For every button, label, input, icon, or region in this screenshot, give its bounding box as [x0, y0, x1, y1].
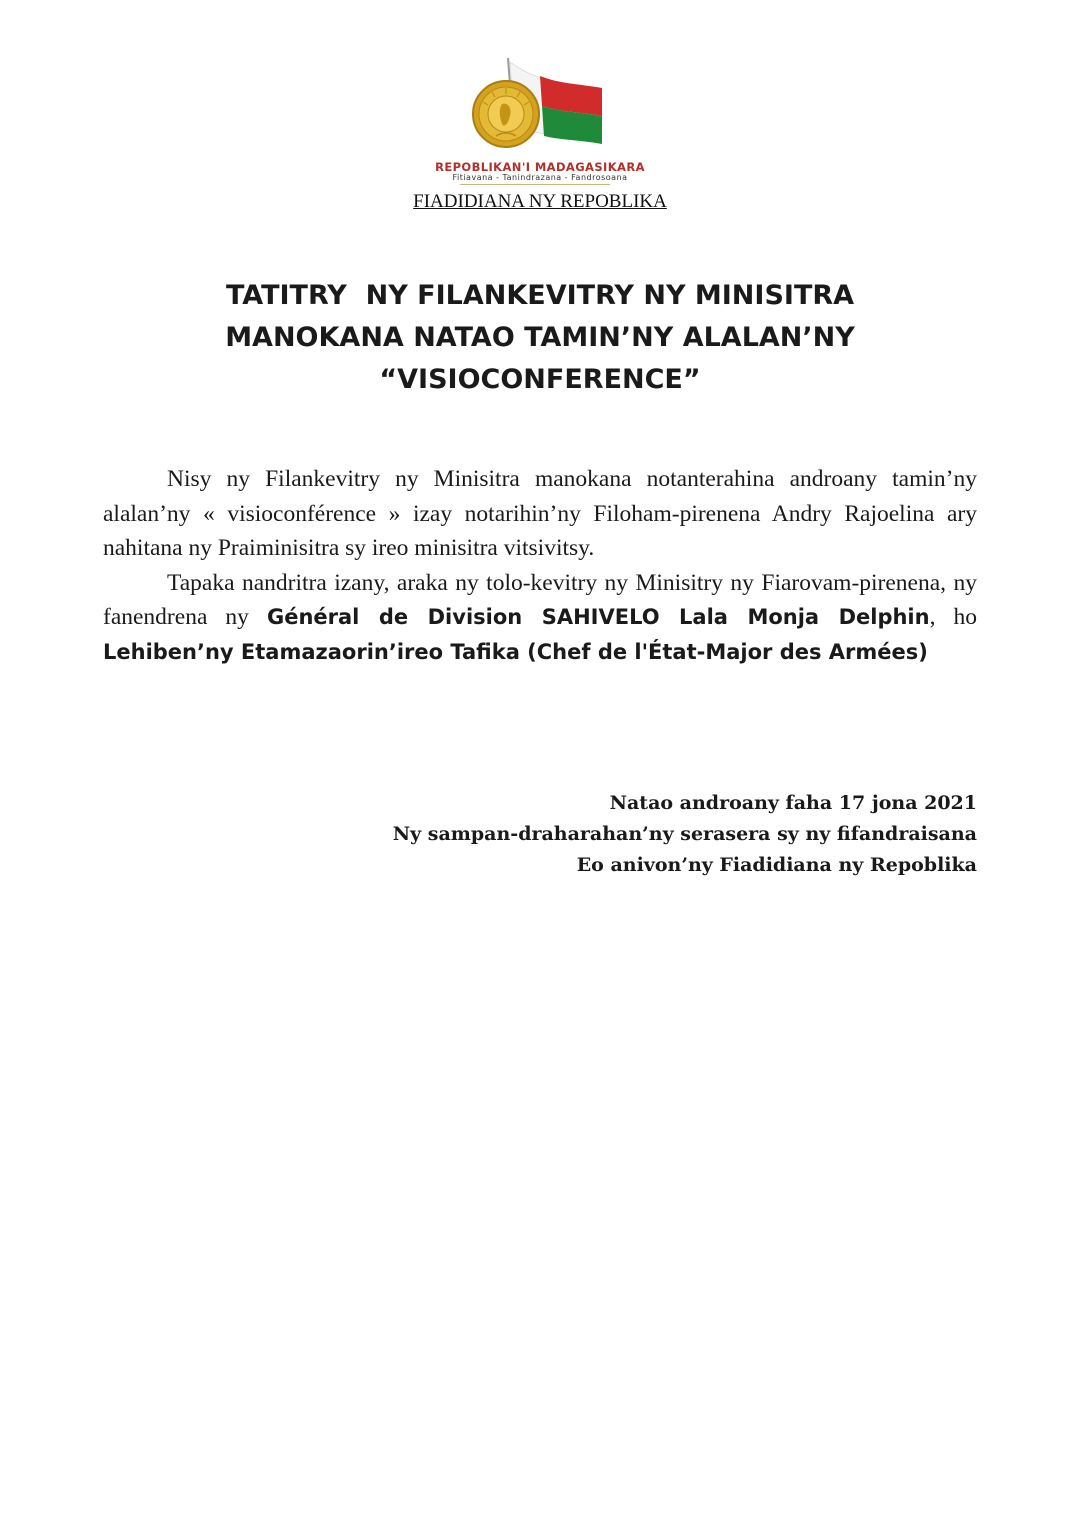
republic-motto: Fitiavana - Tanindrazana - Fandrosoana	[452, 173, 628, 182]
paragraph-1: Nisy ny Filankevitry ny Minisitra manokana notanterahina androany tamin’ny alalan’ny « visioconférence » izay notarihin’ny Filoham-pirenena Andry Rajoelina ary nahitana ny Praiminisitra sy ireo minisitra vitsivitsy.	[103, 466, 977, 561]
header-divider	[460, 184, 610, 185]
document-body	[103, 462, 977, 669]
appointee-name: Général de Division SAHIVELO Lala Monja Delphin	[266, 605, 930, 629]
title-line-1: TATITRY NY FILANKEVITRY NY MINISITRA	[225, 280, 855, 311]
republic-name: REPOBLIKAN'I MADAGASIKARA	[435, 160, 645, 174]
title-line-3: “VISIOCONFERENCE”	[379, 364, 701, 395]
paragraph-2-text-a: Tapaka nandritra izany, araka ny tolo-kevitry ny Minisitry ny Fiarovam-pirenena, ny fanendrena ny	[103, 569, 977, 630]
title-line-2: MANOKANA NATAO TAMIN’NY ALALAN’NY	[225, 322, 855, 353]
signature-block	[277, 788, 977, 881]
document-title	[90, 275, 990, 401]
signature-department: Ny sampan-draharahan’ny serasera sy ny fifandraisana	[392, 823, 977, 845]
signature-office: Eo anivon’ny Fiadidiana ny Repoblika	[576, 854, 977, 876]
appointed-position: Lehiben’ny Etamazaorin’ireo Tafika (Chef de l'État-Major des Armées)	[103, 639, 928, 664]
madagascar-emblem-icon	[462, 52, 622, 162]
signature-date: Natao androany faha 17 jona 2021	[609, 792, 977, 814]
presidency-label: FIADIDIANA NY REPOBLIKA	[413, 191, 667, 212]
paragraph-2-text-b: , ho	[929, 604, 978, 630]
paragraph-2	[103, 566, 977, 670]
